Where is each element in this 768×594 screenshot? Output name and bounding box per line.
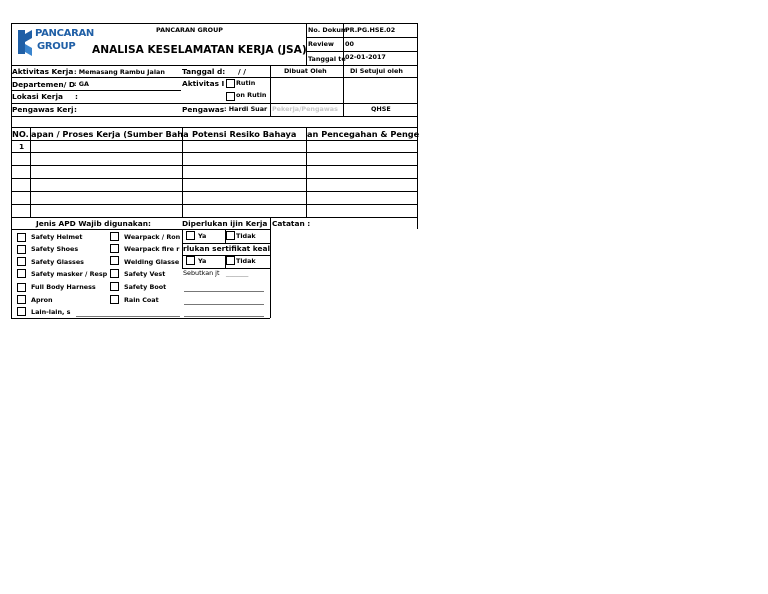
lain-lain-line[interactable] [76, 316, 180, 317]
apd-item: Safety Glasses [31, 258, 84, 266]
rutin-checkbox[interactable] [226, 79, 235, 88]
grid-line [11, 178, 417, 179]
pengawas-kerja-label: Pengawas Kerj [12, 105, 74, 114]
apd-checkbox[interactable] [17, 245, 26, 254]
grid-line [11, 65, 417, 66]
sebutkan-line[interactable]: _______ [226, 269, 249, 277]
tanggal-label: Tanggal d: [182, 67, 226, 76]
sertifikat-ya-checkbox[interactable] [186, 256, 195, 265]
izin-title: Diperlukan ijin Kerja [182, 219, 268, 228]
grid-line [11, 152, 417, 153]
col-header-hazard: Potensi Resiko Bahaya [192, 129, 297, 139]
grid-line [11, 140, 417, 141]
grid-line [11, 127, 417, 128]
grid-line [11, 204, 417, 205]
pengawas-label: Pengawas [182, 105, 225, 114]
departemen-label: Departemen/ D [12, 80, 75, 89]
grid-line [11, 77, 417, 78]
izin-tidak-label: Tidak [236, 232, 256, 240]
pengawas-kerja-value[interactable]: : [74, 105, 77, 114]
sebutkan-line-4[interactable] [184, 316, 264, 317]
apd-item: Rain Coat [124, 296, 159, 304]
grid-line [270, 65, 271, 116]
sertifikat-tidak-checkbox[interactable] [226, 256, 235, 265]
disetujui-oleh-label: Di Setujui oleh [350, 67, 403, 75]
catatan-label: Catatan : [272, 219, 311, 228]
apd-item: Wearpack fire r [124, 245, 180, 253]
document-title: ANALISA KESELAMATAN KERJA (JSA) [92, 44, 307, 56]
apd-item: Safety Shoes [31, 245, 79, 253]
grid-line [182, 127, 183, 217]
izin-ya-checkbox[interactable] [186, 231, 195, 240]
apd-checkbox[interactable] [17, 295, 26, 304]
apd-item: Welding Glasse [124, 258, 180, 266]
grid-line [11, 116, 417, 117]
grid-line [343, 65, 344, 116]
izin-ya-label: Ya [198, 232, 207, 240]
departemen-value[interactable]: : GA [74, 80, 89, 88]
grid-line [11, 23, 12, 65]
qhse-label: QHSE [371, 105, 391, 113]
sertifikat-tidak-label: Tidak [236, 257, 256, 265]
apd-checkbox[interactable] [110, 232, 119, 241]
logo-text-line2: GROUP [37, 41, 76, 52]
apd-item: Lain-lain, s [31, 308, 71, 316]
meta-label-date: Tanggal te [308, 55, 346, 63]
grid-line [306, 37, 417, 38]
dibuat-oleh-label: Dibuat Oleh [284, 67, 327, 75]
apd-checkbox[interactable] [17, 307, 26, 316]
izin-tidak-checkbox[interactable] [226, 231, 235, 240]
col-header-process: apan / Proses Kerja (Sumber Baha [31, 129, 189, 139]
apd-checkbox[interactable] [17, 233, 26, 242]
col-header-prevention: an Pencegahan & Penge [307, 129, 420, 139]
grid-line [11, 191, 417, 192]
apd-item: Wearpack / Ron [124, 233, 181, 241]
grid-line [11, 217, 417, 218]
grid-line [417, 23, 418, 229]
grid-line [306, 127, 307, 217]
meta-label-doc-no: No. Dokum [308, 26, 348, 34]
grid-line [11, 23, 417, 24]
non-rutin-label: on Rutin [236, 91, 267, 99]
aktivitas-value[interactable]: : Memasang Rambu Jalan [74, 68, 165, 76]
sertifikat-label: rlukan sertifikat keal [183, 244, 271, 253]
apd-checkbox[interactable] [110, 244, 119, 253]
grid-line [11, 90, 181, 91]
rutin-label: Rutin [236, 79, 256, 87]
sebutkan-line-2[interactable] [184, 291, 264, 292]
meta-label-review: Review [308, 40, 334, 48]
apd-item: Full Body Harness [31, 283, 96, 291]
apd-checkbox[interactable] [110, 269, 119, 278]
grid-line [11, 229, 270, 230]
lokasi-value[interactable]: : [75, 92, 78, 101]
apd-checkbox[interactable] [110, 282, 119, 291]
grid-line [11, 229, 12, 318]
col-header-no: NO. [12, 129, 29, 139]
grid-line [306, 51, 417, 52]
tanggal-value[interactable]: / / [238, 67, 246, 76]
meta-value-review: 00 [345, 40, 354, 48]
grid-line [30, 127, 31, 217]
logo-text-line1: PANCARAN [35, 28, 95, 39]
lokasi-label: Lokasi Kerja [12, 92, 63, 101]
apd-checkbox[interactable] [17, 257, 26, 266]
company-logo-icon [16, 28, 34, 58]
meta-value-date: 02-01-2017 [345, 53, 386, 61]
meta-value-doc-no: PR.PG.HSE.02 [345, 26, 396, 34]
apd-checkbox[interactable] [17, 283, 26, 292]
aktivitas-label: Aktivitas Kerja [12, 67, 74, 76]
apd-checkbox[interactable] [110, 295, 119, 304]
pengawas-value[interactable]: : Hardi Suar [224, 105, 268, 113]
non-rutin-checkbox[interactable] [226, 92, 235, 101]
sebutkan-label: Sebutkan jt [183, 269, 220, 277]
apd-item: Safety Vest [124, 270, 166, 278]
grid-line [11, 103, 417, 104]
apd-item: Apron [31, 296, 53, 304]
pekerja-placeholder: Pekerja/Pengawas [272, 105, 338, 113]
apd-checkbox[interactable] [17, 269, 26, 278]
apd-item: Safety Helmet [31, 233, 83, 241]
aktivitas-type-label: Aktivitas I [182, 79, 225, 88]
sertifikat-ya-label: Ya [198, 257, 207, 265]
apd-item: Safety Boot [124, 283, 167, 291]
grid-line [270, 217, 271, 318]
table-row-no: 1 [19, 142, 25, 151]
group-name: PANCARAN GROUP [156, 26, 223, 34]
apd-title: Jenis APD Wajib digunakan: [36, 219, 151, 228]
sebutkan-line-3[interactable] [184, 304, 264, 305]
apd-item: Safety masker / Resp [31, 270, 108, 278]
grid-line [11, 318, 270, 319]
grid-line [11, 165, 417, 166]
apd-checkbox[interactable] [110, 256, 119, 265]
